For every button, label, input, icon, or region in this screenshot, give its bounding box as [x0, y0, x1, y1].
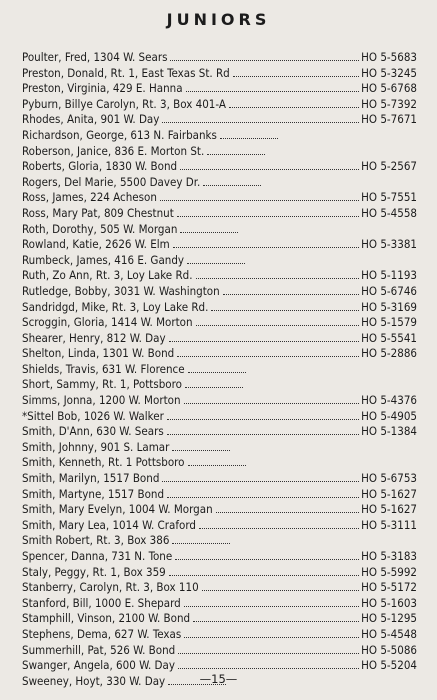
entry-name-address: Poulter, Fred, 1304 W. Sears [22, 50, 168, 64]
dot-leader [162, 481, 359, 482]
directory-entry [22, 627, 417, 643]
entry-phone: HO 5-4548 [361, 626, 417, 641]
entry-name-address: *Sittel Bob, 1026 W. Walker [22, 408, 164, 423]
dot-leader [178, 653, 359, 654]
entry-name-address: Stanford, Bill, 1000 E. Shepard [22, 595, 181, 610]
directory-entry [22, 455, 417, 471]
entry-phone: HO 5-1193 [361, 268, 417, 283]
directory-entry [22, 97, 417, 113]
entry-name-address: Scroggin, Gloria, 1414 W. Morton [22, 315, 193, 330]
directory-entry [22, 144, 417, 160]
entry-phone: HO 5-5204 [361, 658, 417, 673]
entry-name-address: Sandridgd, Mike, Rt. 3, Loy Lake Rd. [22, 299, 209, 314]
entry-phone: HO 5-1295 [361, 611, 417, 626]
dot-leader [203, 185, 261, 186]
directory-entry [22, 190, 417, 206]
directory-entry [22, 315, 417, 331]
entry-phone: HO 5-4905 [361, 408, 417, 423]
entry-phone: HO 5-3245 [361, 65, 417, 80]
entry-name-address: Ross, Mary Pat, 809 Chestnut [22, 205, 174, 220]
directory-entry [22, 424, 417, 440]
directory-entry [22, 611, 417, 627]
directory-entry [22, 533, 417, 549]
entry-phone: HO 5-4376 [361, 393, 417, 408]
entry-phone: HO 5-1579 [361, 315, 417, 330]
directory-entry [22, 487, 417, 503]
directory-entry [22, 440, 417, 456]
entry-name-address: Simms, Jonna, 1200 W. Morton [22, 393, 181, 408]
directory-entry [22, 66, 417, 82]
page-heading: JUNIORS [166, 10, 271, 29]
entry-name-address: Smith, Marilyn, 1517 Bond [22, 471, 160, 486]
entry-name-address: Short, Sammy, Rt. 1, Pottsboro [22, 377, 182, 392]
entry-name-address: Smith, Johnny, 901 S. Lamar [22, 439, 170, 454]
entry-phone: HO 5-7392 [361, 96, 417, 111]
entry-phone: HO 5-1384 [361, 424, 417, 439]
dot-leader [175, 559, 359, 560]
directory-entry [22, 643, 417, 659]
directory-entry [22, 377, 417, 393]
entry-name-address: Richardson, George, 613 N. Fairbanks [22, 127, 217, 142]
dot-leader [160, 200, 359, 201]
entry-name-address: Smith, Kenneth, Rt. 1 Pottsboro [22, 455, 185, 470]
directory-entry [22, 549, 417, 565]
entry-name-address: Ruth, Zo Ann, Rt. 3, Loy Lake Rd. [22, 268, 193, 283]
directory-entry [22, 362, 417, 378]
directory-entry [22, 393, 417, 409]
entry-name-address: Spencer, Danna, 731 N. Tone [22, 549, 173, 563]
entry-name-address: Preston, Virginia, 429 E. Hanna [22, 81, 183, 96]
entry-phone: HO 5-5541 [361, 330, 417, 345]
entry-name-address: Roberson, Janice, 836 E. Morton St. [22, 143, 205, 158]
directory-entry [22, 81, 417, 97]
dot-leader [223, 294, 359, 295]
dot-leader [167, 434, 359, 435]
entry-name-address: Rumbeck, James, 416 E. Gandy [22, 252, 185, 267]
dot-leader [184, 403, 360, 404]
directory-entry [22, 284, 417, 300]
directory-entry [22, 409, 417, 425]
entry-name-address: Roberts, Gloria, 1830 W. Bond [22, 159, 178, 174]
dot-leader [172, 543, 230, 544]
entry-name-address: Ross, James, 224 Acheson [22, 190, 157, 205]
dot-leader [177, 356, 359, 357]
entry-phone: HO 5-1627 [361, 486, 417, 501]
entry-name-address: Staly, Peggy, Rt. 1, Box 359 [22, 564, 166, 579]
dot-leader [199, 528, 359, 529]
entry-phone: HO 5-7671 [361, 112, 417, 127]
dot-leader [196, 325, 360, 326]
dot-leader [180, 169, 359, 170]
directory-entry [22, 331, 417, 347]
directory-entry [22, 253, 417, 269]
directory-entry [22, 112, 417, 128]
entry-phone: HO 5-3183 [361, 549, 417, 563]
dot-leader [186, 91, 360, 92]
entry-name-address: Rowland, Katie, 2626 W. Elm [22, 237, 170, 252]
entry-name-address: Smith Robert, Rt. 3, Box 386 [22, 533, 170, 548]
entry-name-address: Stephens, Dema, 627 W. Texas [22, 626, 182, 641]
dot-leader [187, 263, 245, 264]
directory-entry [22, 518, 417, 534]
entry-phone: HO 5-1627 [361, 502, 417, 517]
entry-phone: HO 5-1603 [361, 595, 417, 610]
directory-entry [22, 128, 417, 144]
dot-leader [185, 387, 243, 388]
entry-name-address: Swanger, Angela, 600 W. Day [22, 658, 175, 673]
directory-entry [22, 50, 417, 66]
dot-leader [167, 419, 359, 420]
entry-name-address: Shelton, Linda, 1301 W. Bond [22, 346, 175, 361]
dot-leader [188, 465, 246, 466]
entry-phone: HO 5-7551 [361, 190, 417, 205]
entry-name-address: Sweeney, Hoyt, 330 W. Day [22, 673, 166, 688]
entry-phone: HO 5-2567 [361, 159, 417, 174]
dot-leader [188, 372, 246, 373]
directory-entry [22, 596, 417, 612]
entry-phone: HO 5-2886 [361, 346, 417, 361]
dot-leader [177, 216, 359, 217]
directory-entry [22, 565, 417, 581]
entry-name-address: Rutledge, Bobby, 3031 W. Washington [22, 283, 220, 298]
directory-list [22, 50, 417, 689]
entry-phone: HO 5-5086 [361, 642, 417, 657]
entry-name-address: Pyburn, Billye Carolyn, Rt. 3, Box 401-A [22, 96, 226, 111]
dot-leader [169, 575, 359, 576]
entry-name-address: Shields, Travis, 631 W. Florence [22, 361, 185, 376]
entry-name-address: Rogers, Del Marie, 5500 Davey Dr. [22, 174, 201, 189]
directory-entry [22, 268, 417, 284]
entry-name-address: Rhodes, Anita, 901 W. Day [22, 112, 160, 127]
dot-leader [180, 232, 238, 233]
entry-phone: HO 5-4558 [361, 205, 417, 220]
entry-phone: HO 5-3111 [361, 517, 417, 532]
entry-phone: HO 5-5172 [361, 580, 417, 595]
directory-entry [22, 206, 417, 222]
entry-name-address: Roth, Dorothy, 505 W. Morgan [22, 221, 178, 236]
dot-leader [172, 450, 230, 451]
directory-entry [22, 502, 417, 518]
entry-name-address: Shearer, Henry, 812 W. Day [22, 330, 166, 345]
directory-entry [22, 222, 417, 238]
entry-name-address: Stanberry, Carolyn, Rt. 3, Box 110 [22, 580, 199, 595]
dot-leader [216, 512, 359, 513]
entry-phone: HO 5-3381 [361, 237, 417, 252]
entry-name-address: Smith, D'Ann, 630 W. Sears [22, 424, 164, 439]
dot-leader [173, 247, 359, 248]
directory-entry [22, 580, 417, 596]
directory-entry [22, 300, 417, 316]
entry-phone: HO 5-6768 [361, 81, 417, 96]
entry-phone: HO 5-5683 [361, 50, 417, 64]
dot-leader [229, 107, 359, 108]
dot-leader [202, 590, 359, 591]
directory-entry [22, 471, 417, 487]
dot-leader [170, 60, 359, 61]
dot-leader [169, 341, 360, 342]
entry-phone: HO 5-6753 [361, 471, 417, 486]
dot-leader [207, 154, 265, 155]
directory-entry [22, 346, 417, 362]
entry-name-address: Stamphill, Vinson, 2100 W. Bond [22, 611, 191, 626]
entry-name-address: Summerhill, Pat, 526 W. Bond [22, 642, 176, 657]
entry-phone: HO 5-6746 [361, 283, 417, 298]
dot-leader [178, 668, 359, 669]
dot-leader [184, 637, 359, 638]
directory-entry [22, 159, 417, 175]
dot-leader [220, 138, 278, 139]
dot-leader [167, 497, 359, 498]
entry-name-address: Preston, Donald, Rt. 1, East Texas St. Rd [22, 65, 230, 80]
entry-name-address: Smith, Mary Lea, 1014 W. Craford [22, 517, 196, 532]
directory-entry [22, 237, 417, 253]
entry-name-address: Smith, Mary Evelyn, 1004 W. Morgan [22, 502, 213, 517]
entry-phone: HO 5-5992 [361, 564, 417, 579]
entry-name-address: Smith, Martyne, 1517 Bond [22, 486, 165, 501]
dot-leader [196, 278, 360, 279]
directory-entry [22, 175, 417, 191]
page-number: —15— [199, 672, 238, 686]
dot-leader [193, 621, 359, 622]
dot-leader [211, 310, 359, 311]
entry-phone: HO 5-3169 [361, 299, 417, 314]
dot-leader [184, 606, 359, 607]
dot-leader [162, 122, 359, 123]
dot-leader [233, 76, 359, 77]
